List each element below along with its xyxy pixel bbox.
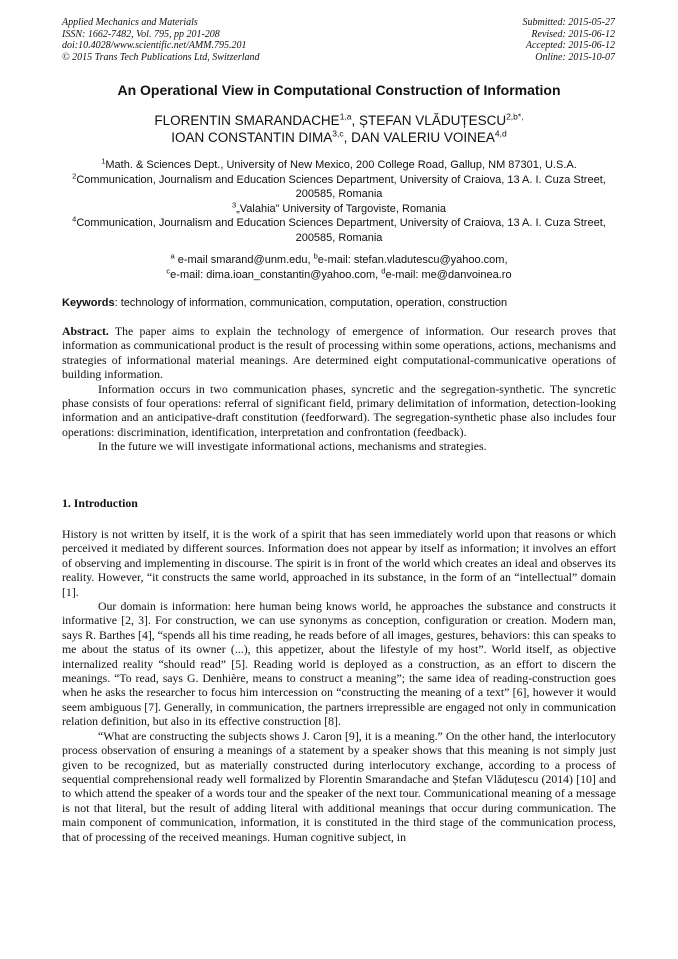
body-paragraph: History is not written by itself, it is the work of a spirit that has seen immediately world upon that reasons or which perceived it mediated by different sources. Information does not appear by itself as information; it involves an effort of observing and implementing in discourse. The spirit is in front of the world which creates an ideal and observes its reality. However, “it constructs the same world, approached in its substance, in the form of an “intellectual” domain [1]. <box>62 527 616 599</box>
affiliation-superscript: 4 <box>72 214 77 224</box>
keywords-text: : technology of information, communication, computation, operation, construction <box>114 297 508 309</box>
author-name: FLORENTIN SMARANDACHE <box>154 113 340 128</box>
journal-issn: ISSN: 1662-7482, Vol. 795, pp 201-208 <box>62 28 220 40</box>
email-text: e-mail: me@danvoinea.ro <box>385 268 512 281</box>
affiliation-list <box>62 158 616 246</box>
abstract <box>62 324 616 454</box>
email-text: e-mail: dima.ioan_constantin@yahoo.com, <box>170 268 382 281</box>
author-superscript: 4,d <box>494 128 507 139</box>
abstract-paragraph: In the future we will investigate informational actions, mechanisms and strategies. <box>98 439 487 454</box>
affiliation-superscript: 1 <box>101 156 106 166</box>
email-text: e-mail: stefan.vladutescu@yahoo.com, <box>317 254 508 266</box>
abstract-paragraph <box>62 324 616 382</box>
date-online: Online: 2015-10-07 <box>535 51 615 63</box>
introduction-body <box>62 527 616 844</box>
author-name: IOAN CONSTANTIN DIMA <box>171 130 333 145</box>
affiliation-2 <box>62 170 616 202</box>
author-list: FLORENTIN SMARANDACHE$^{1,a}$, ȘTEFAN $VLĂDUȚESCU^{2,b*,}$ IOAN CONSTANTIN DIMA$^{3,c}$, DAN VALERIU VOINEA$^{4,d}$ <box>154 111 524 145</box>
body-paragraph: Our domain is information: here human being knows world, he approaches the substance and constructs it informative [2, 3]. For construction, we can use synonyms as conception, configuration or creation. Modern man, says R. Barthes [4], “spends all his time reading, he reads before of all images, gestures, behaviors: this can speaks to me about the status of its owner (...), this appetizer, about the lifestyle of my host”. World itself, as objective internalized reality “should read” [5]. Reading world is deployed as a construction, as an effort to discern the meanings. “To read, says G. Denhière, means to construct a meaning”; the same idea of reading-construction goes when he asks the researcher to focus him intercession on “constructing the meaning of a text” [6], however it would seem ambiguous [7]. Generally, in communication, the partners irrepressible are engaged not only in communication relation definition, but also in its effective construction [8]. <box>62 599 616 729</box>
journal-header-right <box>523 17 616 63</box>
affiliation-superscript: 3 <box>231 200 237 210</box>
affiliation-3 <box>62 202 616 217</box>
journal-doi: doi:10.4028/www.scientific.net/AMM.795.201 <box>62 40 247 51</box>
paper-title: An Operational View in Computational Construction of Information <box>117 82 561 98</box>
email-superscript: d <box>381 265 386 275</box>
abstract-text: The paper aims to explain the technology of emergence of information. Our research proves that information as communicational product is the result of processing within some operations, actions, mechanisms and strategies of informational material meanings. Are determined eight computational-communicative operations of building information. <box>62 324 616 382</box>
email-superscript: a <box>170 251 175 261</box>
date-revised: Revised: 2015-06-12 <box>531 28 615 40</box>
keywords-label: Keywords <box>62 297 115 309</box>
abstract-paragraph: Information occurs in two communication phases, syncretic and the segregation-synthetic. The syncretic phase consists of four operations: referral of significant field, primary delimitation of information, detection-looking information and an anticipative-draft constitution (feedforward). The segregation-synthetic phase also includes four operations: discrimination, identification, interpretation and confrontation (feedback). <box>62 381 616 439</box>
affiliation-text: „Valahia” University of Targoviste, Romania <box>236 202 447 215</box>
journal-header-left <box>62 17 260 63</box>
author-name: DAN VALERIU VOINEA <box>351 130 495 145</box>
body-paragraph: “What are constructing the subjects shows J. Caron [9], it is a meaning.” On the other hand, the interlocutory process observation of ensuring a meanings of a statement by a speaker shows that this meaning is not simply just given to be recognized, but as materially constructed during interlocutory exchange, according to a process of sequential comprehensional ready well formalized by Florentin Smarandache and Ștefan Vlăduțescu (2014) [10] and to which attend the speaker of a words tour and the speaker of the next tour. Communicational meaning of a message is not that literal, but the result of adding literal with additional meanings that occur during communication. The main component of communication, information, it is constituted in the third stage of the communication process, that of processing of the received meanings. Human cognitive subject, in <box>62 728 616 844</box>
abstract-label: Abstract. <box>62 324 109 338</box>
email-text: e-mail smarand@unm.edu, <box>174 254 314 266</box>
email-superscript: c <box>166 265 171 275</box>
section-heading: 1. Introduction <box>62 496 138 510</box>
affiliation-text: Communication, Journalism and Education Sciences Department, University of Craiova, 13 A. I. Cuza Street, 200585, Romania <box>76 217 606 244</box>
author-superscript: 1,a <box>339 111 352 122</box>
date-submitted: Submitted: 2015-05-27 <box>522 17 615 28</box>
keywords <box>62 296 618 310</box>
date-accepted: Accepted: 2015-06-12 <box>525 40 615 51</box>
email-list <box>62 253 616 282</box>
author-name: ȘTEFAN VLĂDUȚESCU <box>359 113 507 128</box>
affiliation-4 <box>62 216 616 245</box>
affiliation-1 <box>62 158 616 173</box>
affiliation-superscript: 2 <box>72 170 77 180</box>
author-superscript: 2,b*, <box>506 111 524 122</box>
journal-name: Applied Mechanics and Materials <box>62 17 198 28</box>
affiliation-text: Math. & Sciences Dept., University of New Mexico, 200 College Road, Gallup, NM 87301, U.S.A. <box>105 159 577 171</box>
affiliation-text: Communication, Journalism and Education Sciences Department, University of Craiova, 13 A. I. Cuza Street, 200585, Romania <box>76 173 606 201</box>
journal-copyright: © 2015 Trans Tech Publications Ltd, Switzerland <box>62 51 260 63</box>
author-superscript: 3,c <box>332 128 344 139</box>
email-superscript: b <box>313 251 318 261</box>
